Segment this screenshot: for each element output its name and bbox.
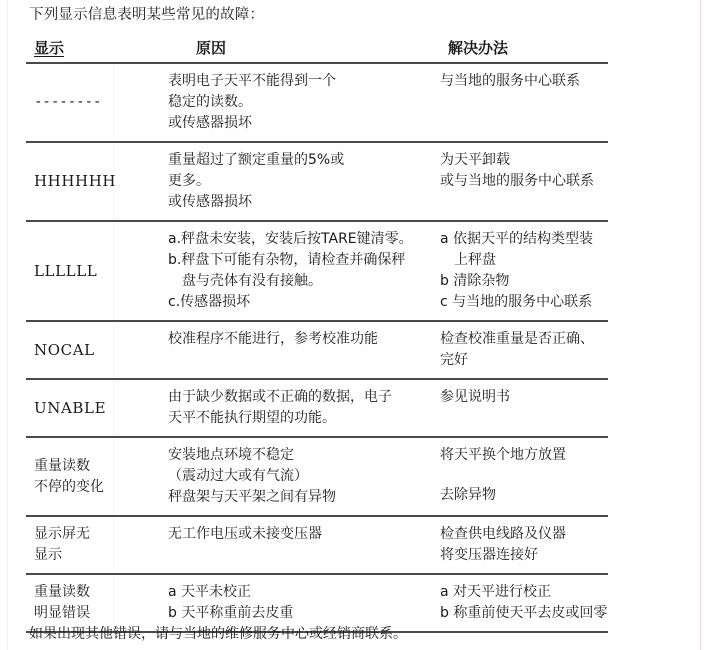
cell-display-code — [26, 64, 138, 141]
solution-line: a 依据天平的结构类型装 — [440, 231, 594, 247]
cell-display-code — [26, 380, 138, 436]
solution-line: a 对天平进行校正 — [440, 584, 552, 600]
solution-line: c 与当地的服务中心联系 — [440, 294, 593, 310]
cause-line: 由于缺少数据或不正确的数据，电子 — [168, 389, 392, 405]
cause-line: a.秤盘未安装，安装后按TARE键清零。 — [168, 231, 413, 247]
cause-line: 重量超过了额定重量的5%或 — [168, 152, 345, 168]
display-code-lines — [34, 582, 90, 624]
cell-display-code — [26, 517, 138, 573]
table-row — [26, 143, 608, 222]
display-code-line: 显示 — [34, 547, 62, 563]
table-row — [26, 322, 608, 380]
cause-line: （震动过大或有气流） — [168, 468, 308, 484]
cell-cause — [138, 380, 418, 436]
solution-line: b 称重前使天平去皮或回零 — [440, 605, 608, 621]
cell-solution — [418, 438, 608, 515]
table-row — [26, 222, 608, 322]
intro-paragraph: 下列显示信息表明某些常见的故障： — [29, 7, 265, 23]
solution-line: 或与当地的服务中心联系 — [440, 173, 594, 189]
display-code-text: UNABLE — [34, 398, 107, 417]
solution-line: 上秤盘 — [454, 252, 496, 268]
cause-line: c.传感器损坏 — [168, 294, 251, 310]
solution-line: 去除异物 — [440, 487, 496, 503]
solution-line: 为天平卸载 — [440, 152, 510, 168]
solution-line: 完好 — [440, 352, 468, 368]
cell-cause — [138, 222, 418, 320]
cell-display-code — [26, 322, 138, 378]
cause-line: a 天平未校正 — [168, 584, 252, 600]
display-code-line: 重量读数 — [34, 457, 90, 474]
cause-line: 无工作电压或未接变压器 — [168, 526, 322, 542]
cause-line: 安装地点环境不稳定 — [168, 447, 294, 463]
page-guide-left — [7, 0, 8, 650]
solution-line: b 清除杂物 — [440, 273, 510, 289]
cause-line: 盘与壳体有没有接触。 — [182, 273, 322, 289]
display-code-line: 显示屏无 — [34, 526, 90, 542]
cell-solution — [418, 222, 608, 320]
page-guide-right — [700, 0, 701, 650]
cause-line: 稳定的读数。 — [168, 94, 252, 110]
cell-display-code — [26, 575, 138, 631]
cell-solution — [418, 64, 608, 141]
cause-line: 或传感器损坏 — [168, 194, 252, 210]
cause-line: 秤盘架与天平架之间有异物 — [168, 489, 336, 505]
display-code-lines — [34, 524, 90, 566]
table-row — [26, 64, 608, 143]
display-code-text: LLLLLL — [34, 261, 98, 280]
column-header-cause: 原因 — [196, 39, 227, 57]
cause-line: b 天平称重前去皮重 — [168, 605, 294, 621]
cell-display-code — [26, 143, 138, 220]
cause-line: 天平不能执行期望的功能。 — [168, 410, 336, 426]
display-code-text: NOCAL — [34, 340, 95, 359]
cell-solution — [418, 143, 608, 220]
table-header-row — [26, 38, 608, 64]
cause-line: 更多。 — [168, 173, 210, 189]
cell-solution — [418, 322, 608, 378]
troubleshooting-table — [26, 38, 608, 633]
cell-display-code — [26, 222, 138, 320]
cell-solution — [418, 575, 608, 631]
table-row — [26, 438, 608, 517]
display-code-lines — [34, 456, 104, 498]
cause-line: 表明电子天平不能得到一个 — [168, 73, 336, 89]
cell-cause — [138, 143, 418, 220]
solution-line: 将变压器连接好 — [440, 547, 538, 563]
display-code-text: -------- — [34, 94, 102, 110]
solution-line: 将天平换个地方放置 — [440, 447, 566, 463]
table-body — [26, 64, 608, 633]
cell-cause — [138, 438, 418, 515]
column-header-solution: 解决办法 — [448, 39, 509, 57]
display-code-text: HHHHHH — [34, 172, 117, 190]
cause-line: 校准程序不能进行，参考校准功能 — [168, 331, 378, 347]
cause-line: b.秤盘下可能有杂物，请检查并确保秤 — [168, 252, 406, 268]
solution-line: 与当地的服务中心联系 — [440, 73, 580, 89]
cell-solution — [418, 380, 608, 436]
cell-display-code — [26, 438, 138, 515]
cell-cause — [138, 322, 418, 378]
cell-cause — [138, 517, 418, 573]
cell-cause — [138, 64, 418, 141]
display-code-line: 不停的变化 — [34, 478, 104, 495]
display-code-line: 重量读数 — [34, 584, 90, 600]
column-header-display: 显示 — [34, 39, 65, 57]
table-row — [26, 517, 608, 575]
table-row — [26, 380, 608, 438]
footer-note: 如果出现其他错误，请与当地的维修服务中心或经销商联系。 — [29, 626, 407, 642]
solution-line: 检查供电线路及仪器 — [440, 526, 566, 542]
display-code-line: 明显错误 — [34, 605, 90, 621]
cell-cause — [138, 575, 418, 631]
solution-line: 检查校准重量是否正确、 — [440, 331, 594, 347]
solution-line: 参见说明书 — [440, 389, 510, 405]
cell-solution — [418, 517, 608, 573]
cause-line: 或传感器损坏 — [168, 115, 252, 131]
